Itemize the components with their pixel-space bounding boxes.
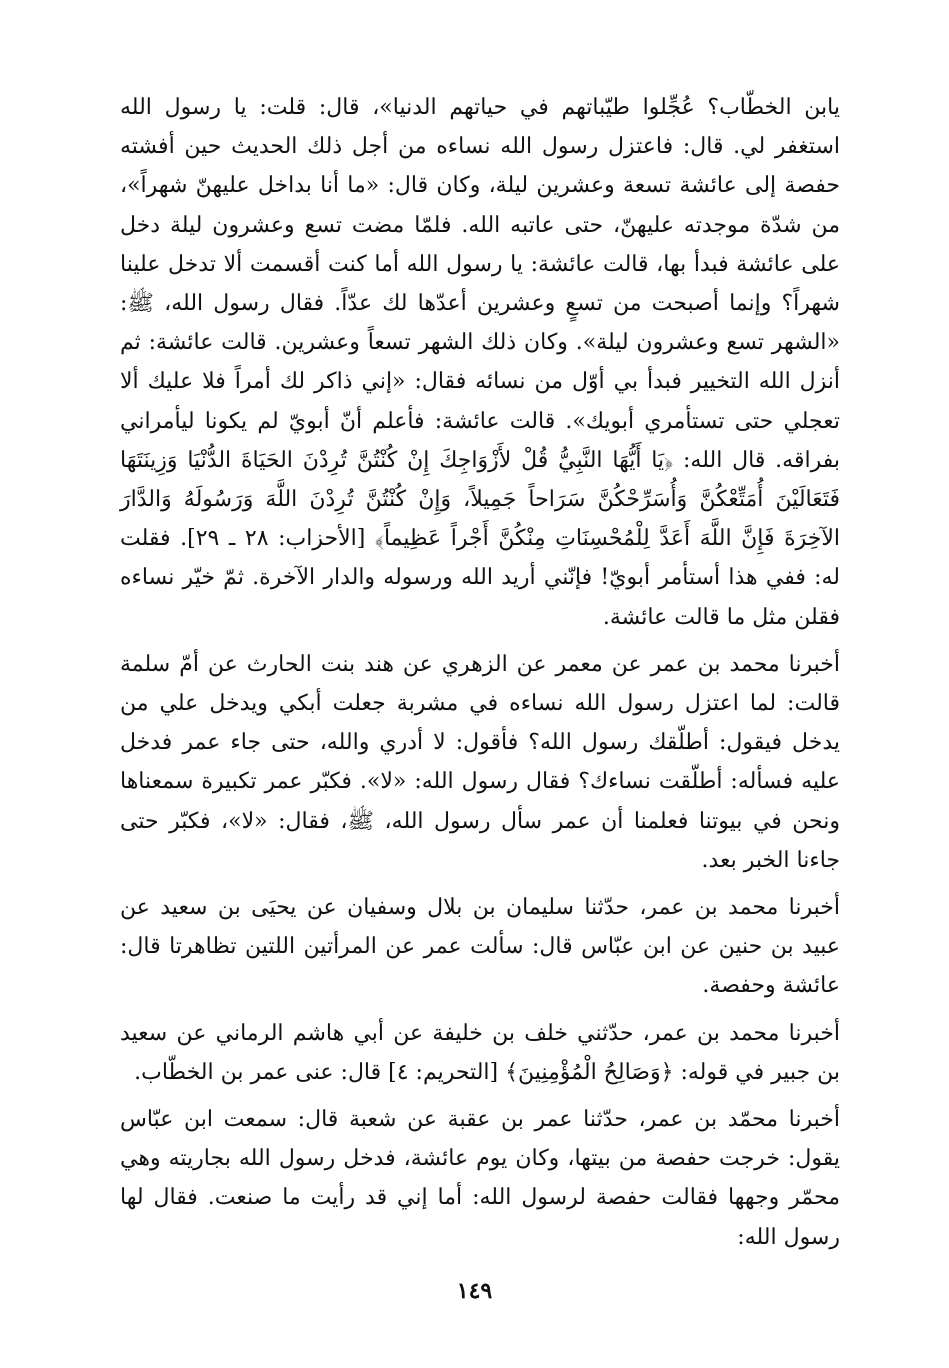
page-number: ١٤٩: [456, 1278, 493, 1304]
page-body: [120, 88, 840, 1257]
paragraph-3: أخبرنا محمد بن عمر، حدّثنا سليمان بن بلال وسفيان عن يحيَى بن سعيد عن عبيد بن حنين عن ابن عبّاس قال: سألت عمر عن المرأتين اللتين تظاهرتا قال: عائشة وحفصة.: [120, 895, 840, 999]
paragraph-1: يابن الخطّاب؟ عُجِّلوا طيّباتهم في حياتهم الدنيا»، قال: قلت: يا رسول الله استغفر لي. قال: فاعتزل رسول الله نساءه من أجل ذلك الحديث حين أفشته حفصة إلى عائشة تسعة وعشرين ليلة، وكان قال: «ما أنا بداخل عليهنّ شهراً»، من شدّة موجدته عليهنّ، حتى عاتبه الله. فلمّا مضت تسع وعشرون ليلة دخل على عائشة فبدأ بها، قالت عائشة: يا رسول الله أما كنت أقسمت ألا تدخل علينا شهراً؟ وإنما أصبحت من تسعٍ وعشرين أعدّها لك عدّاً. فقال رسول الله، ﷺ: «الشهر تسع وعشرون ليلة». وكان ذلك الشهر تسعاً وعشرين. قالت عائشة: ثم أنزل الله التخيير فبدأ بي أوّل من نسائه فقال: «إني ذاكر لك أمراً فلا عليك ألا تعجلي حتى تستأمري أبويك». قالت عائشة: فأعلم أنّ أبويّ لم يكونا ليأمراني بفراقه. قال الله: ﴿يَا أَيُّهَا النَّبِيُّ قُلْ لأَزْوَاجِكَ إِنْ كُنْتُنَّ تُرِدْنَ الحَيَاةَ الدُّنْيَا وَزِينَتَهَا فَتَعَالَيْنَ أُمَتِّعْكُنَّ وَأُسَرِّحْكُنَّ سَرَاحاً جَمِيلاً، وَإِنْ كُنْتُنَّ تُرِدْنَ اللَّهَ وَرَسُولَهُ وَالدَّارَ الآخِرَةَ فَإِنَّ اللَّهَ أَعَدَّ لِلْمُحْسِنَاتِ مِنْكُنَّ أَجْراً عَظِيماً﴾ [الأحزاب: ٢٨ ـ ٢٩]. فقلت له: ففي هذا أستأمر أبويّ! فإنّني أريد الله ورسوله والدار الآخرة. ثمّ خيّر نساءه فقلن مثل ما قالت عائشة.: [120, 95, 841, 630]
paragraph-5: أخبرنا محمّد بن عمر، حدّثنا عمر بن عقبة عن شعبة قال: سمعت ابن عبّاس يقول: خرجت حفصة من بيتها، وكان يوم عائشة، فدخل رسول الله بجاريته وهي محمّر وجهها فقالت حفصة لرسول الله: أما إني قد رأيت ما صنعت. فقال لها رسول الله:: [120, 1107, 840, 1250]
paragraph-2: أخبرنا محمد بن عمر عن معمر عن الزهري عن هند بنت الحارث عن أمّ سلمة قالت: لما اعتزل رسول الله نساءه في مشربة جعلت أبكي ويدخل علي من يدخل فيقول: أطلّقك رسول الله؟ فأقول: لا أدري والله، حتى جاء عمر فدخل عليه فسأله: أطلّقت نساءك؟ فقال رسول الله: «لا». فكبّر عمر تكبيرة سمعناها ونحن في بيوتنا فعلمنا أن عمر سأل رسول الله، ﷺ، فقال: «لا»، فكبّر حتى جاءنا الخبر بعد.: [120, 651, 840, 873]
paragraph-4: أخبرنا محمد بن عمر، حدّثني خلف بن خليفة عن أبي هاشم الرماني عن سعيد بن جبير في قوله: ﴿وَصَالِحُ الْمُؤْمِنِينَ﴾ [التحريم: ٤] قال: عنى عمر بن الخطّاب.: [120, 1020, 840, 1085]
